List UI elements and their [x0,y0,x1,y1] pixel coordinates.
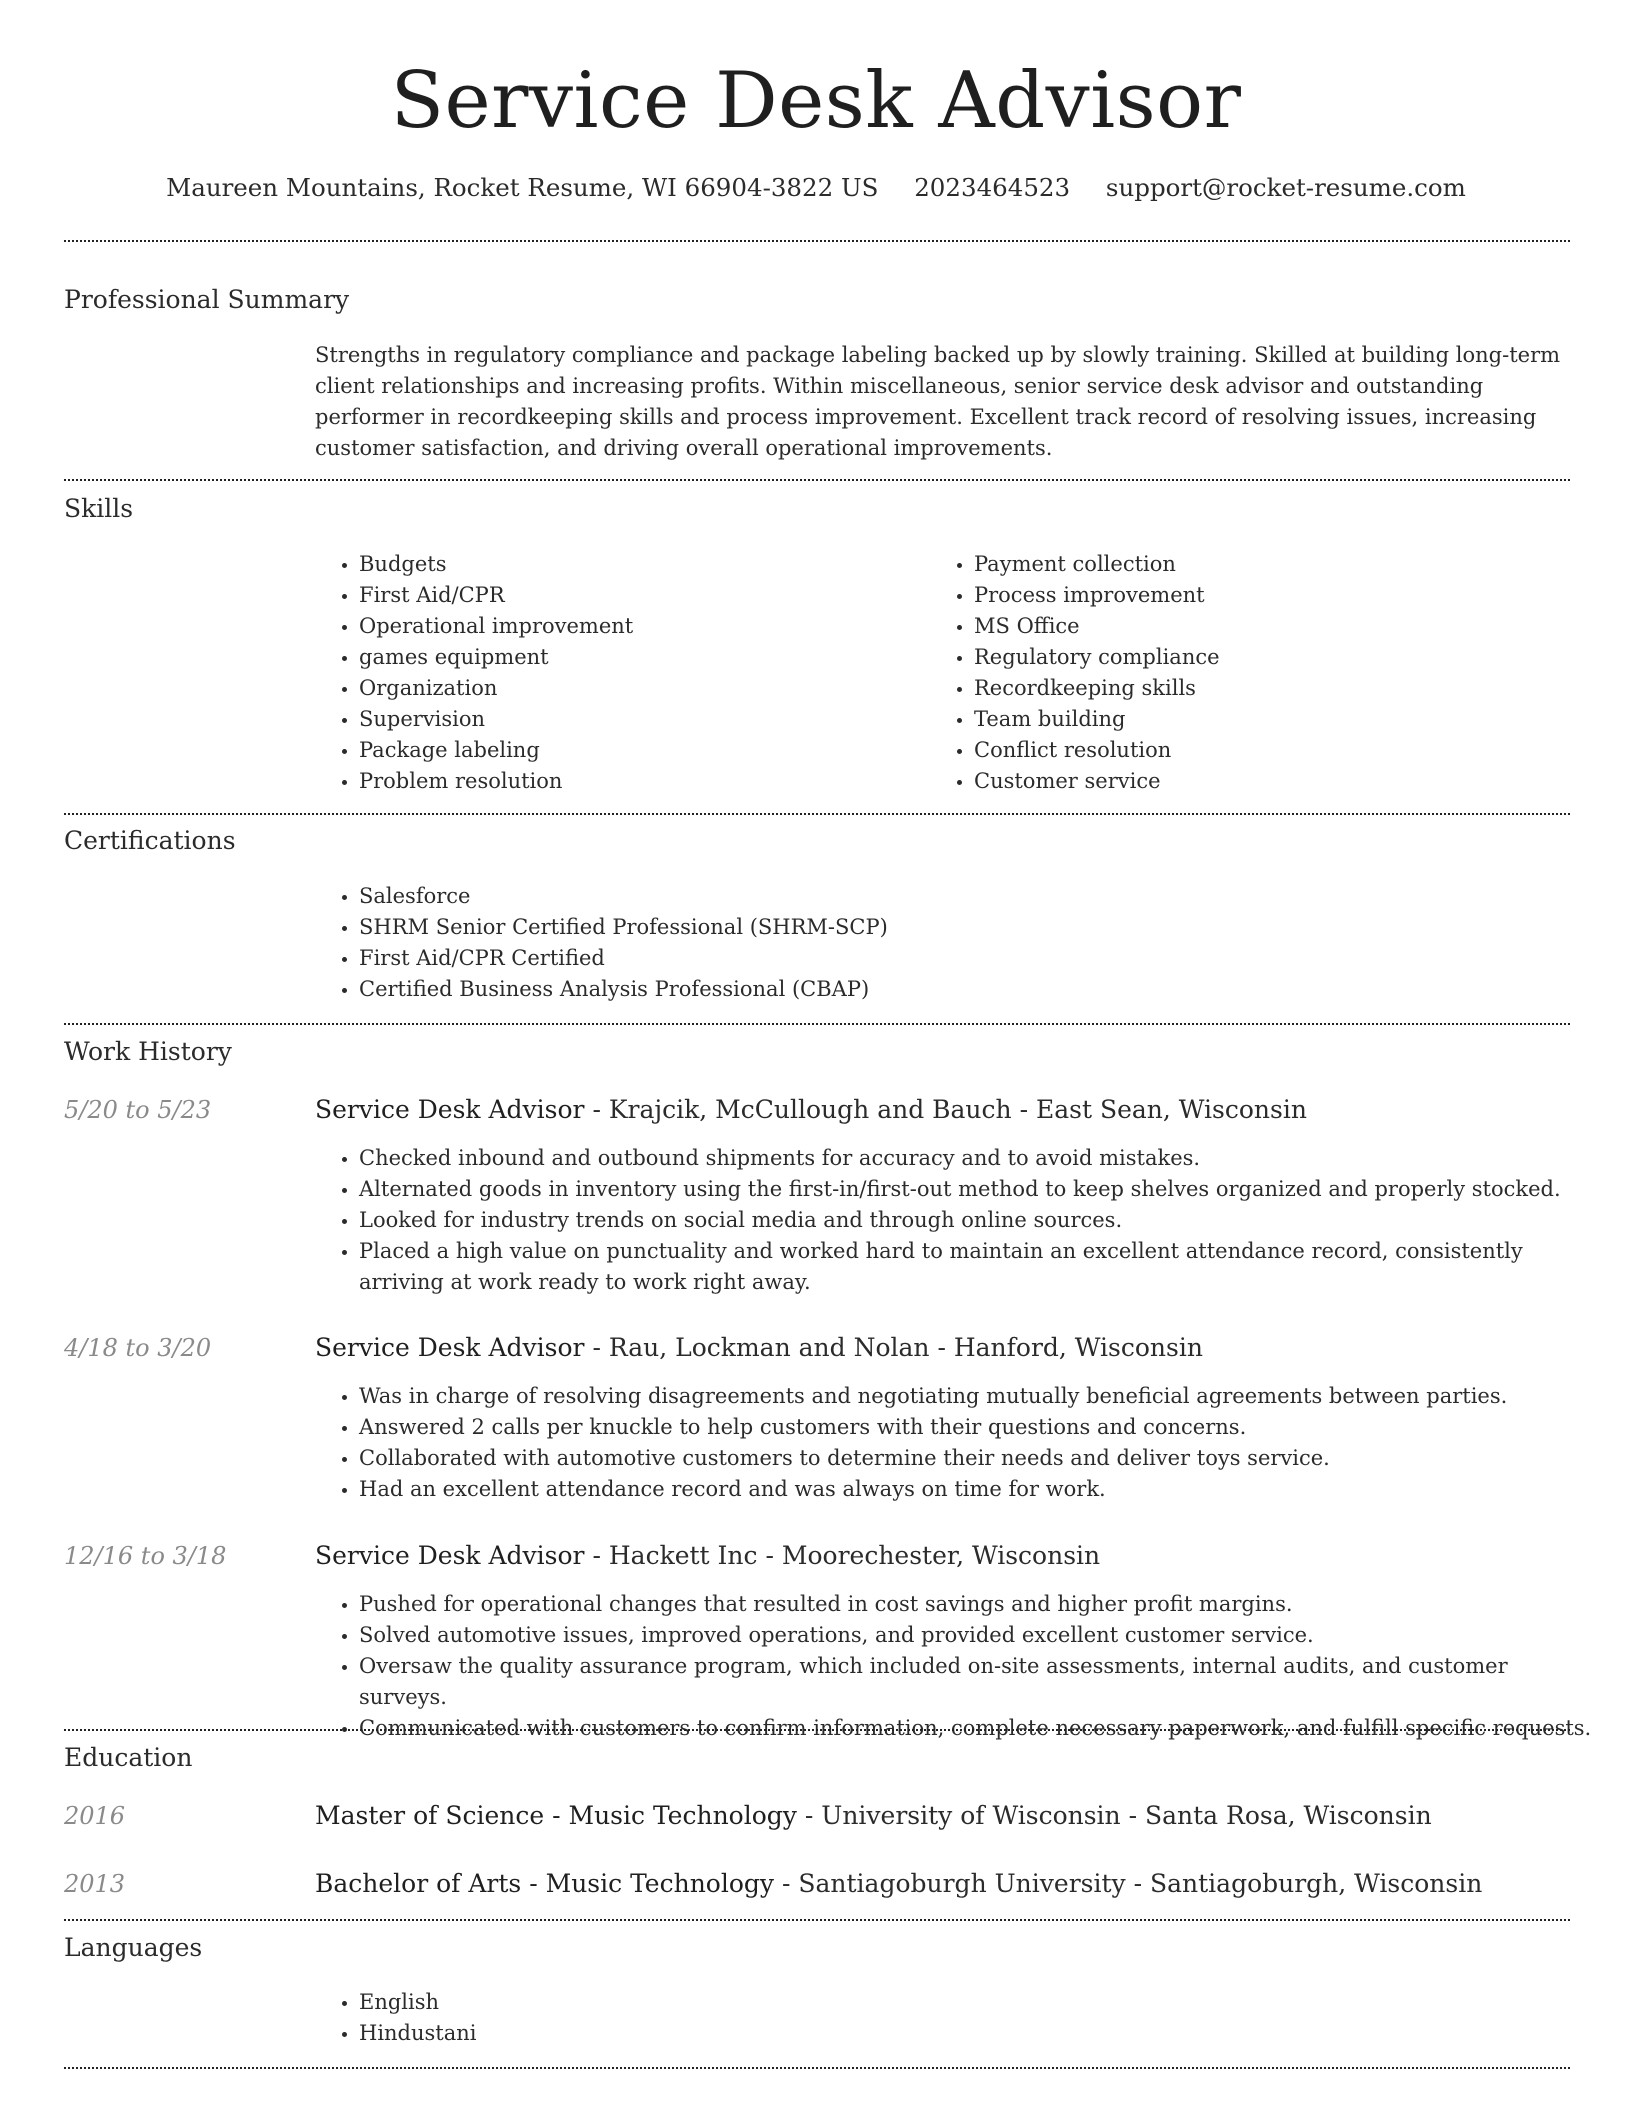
languages-heading: Languages [64,1933,203,1962]
skill-item: • Organization [359,673,919,704]
job-bullet: • Oversaw the quality assurance program, which included on-site assessments, internal audits, and customer surveys. [359,1651,1599,1713]
skills-list-left [315,549,919,797]
contact-line [0,170,1632,206]
job-bullet: • Communicated with customers to confirm information, complete necessary paperwork, and fulfill specific requests. [359,1713,1599,1744]
skill-item: • Regulatory compliance [974,642,1534,673]
education-degree: Master of Science - Music Technology [315,1801,797,1830]
section-divider [64,813,1570,815]
job-employer: - Rau, Lockman and Nolan - Hanford, Wisconsin [584,1333,1203,1362]
section-divider [64,1919,1570,1921]
skill-item: • Budgets [359,549,919,580]
job-dates: 5/20 to 5/23 [64,1096,212,1124]
skill-item: • Problem resolution [359,766,919,797]
job-employer: - Hackett Inc - Moorechester, Wisconsin [584,1541,1101,1570]
contact-phone: 2023464523 [914,173,1071,202]
section-divider [64,1023,1570,1025]
contact-email: support@rocket-resume.com [1105,173,1466,202]
job-bullets [315,1381,1579,1505]
skills-list-right [930,549,1534,797]
education-school: - Santiagoburgh University - Santiagoburgh, Wisconsin [774,1869,1483,1898]
job-bullet: • Checked inbound and outbound shipments for accuracy and to avoid mistakes. [359,1143,1579,1174]
work-history-heading: Work History [64,1037,232,1066]
languages-list [315,1987,959,2049]
job-role: Service Desk Advisor [315,1095,585,1124]
section-divider [64,2067,1570,2069]
certification-item: • SHRM Senior Certified Professional (SHRM-SCP) [359,912,1559,943]
education-year: 2016 [64,1802,126,1830]
job-heading [315,1331,1203,1365]
job-employer: - Krajcik, McCullough and Bauch - East Sean, Wisconsin [584,1095,1307,1124]
summary-heading: Professional Summary [64,285,350,314]
job-bullet: • Solved automotive issues, improved operations, and provided excellent customer service. [359,1620,1599,1651]
skill-item: • Operational improvement [359,611,919,642]
skill-item: • Team building [974,704,1534,735]
education-school: - University of Wisconsin - Santa Rosa, Wisconsin [796,1801,1432,1830]
section-divider [64,479,1570,481]
job-bullets [315,1143,1579,1298]
job-bullet: • Pushed for operational changes that resulted in cost savings and higher profit margins. [359,1589,1599,1620]
certifications-heading: Certifications [64,826,236,855]
job-dates: 4/18 to 3/20 [64,1334,212,1362]
education-degree: Bachelor of Arts - Music Technology [315,1869,775,1898]
language-item: • Hindustani [359,2018,959,2049]
education-entry [315,1799,1432,1833]
job-bullet: • Placed a high value on punctuality and worked hard to maintain an excellent attendance record, consistently arriving at work ready to work right away. [359,1236,1579,1298]
job-heading [315,1539,1100,1573]
skill-item: • Conflict resolution [974,735,1534,766]
skill-item: • Payment collection [974,549,1534,580]
skill-item: • Process improvement [974,580,1534,611]
certifications-list [315,881,1559,1005]
job-heading [315,1093,1307,1127]
education-year: 2013 [64,1870,126,1898]
skill-item: • Package labeling [359,735,919,766]
summary-text: Strengths in regulatory compliance and package labeling backed up by slowly training. Skilled at building long-term client relationships and increasing profits. Within miscellaneous, senior service desk advisor and outstanding performer in recordkeeping skills and process improvement. Excellent track record of resolving issues, increasing customer satisfaction, and driving overall operational improvements. [315,343,1561,460]
job-bullet: • Alternated goods in inventory using the first-in/first-out method to keep shelves organized and properly stocked. [359,1174,1579,1205]
job-bullet: • Answered 2 calls per knuckle to help customers with their questions and concerns. [359,1412,1579,1443]
skill-item: • games equipment [359,642,919,673]
job-role: Service Desk Advisor [315,1333,585,1362]
section-divider [64,1729,1570,1731]
section-divider [64,240,1570,242]
job-bullet: • Looked for industry trends on social media and through online sources. [359,1205,1579,1236]
education-entry [315,1867,1482,1901]
certification-item: • First Aid/CPR Certified [359,943,1559,974]
certification-item: • Salesforce [359,881,1559,912]
job-dates: 12/16 to 3/18 [64,1542,227,1570]
skill-item: • First Aid/CPR [359,580,919,611]
job-bullets [315,1589,1599,1744]
skill-item: • Recordkeeping skills [974,673,1534,704]
skill-item: • Customer service [974,766,1534,797]
skill-item: • MS Office [974,611,1534,642]
language-item: • English [359,1987,959,2018]
contact-address: Maureen Mountains, Rocket Resume, WI 66904-3822 US [166,173,879,202]
resume-name: Service Desk Advisor [390,56,1242,146]
job-bullet: • Was in charge of resolving disagreements and negotiating mutually beneficial agreements between parties. [359,1381,1579,1412]
certification-item: • Certified Business Analysis Professional (CBAP) [359,974,1559,1005]
job-bullet: • Had an excellent attendance record and was always on time for work. [359,1474,1579,1505]
education-heading: Education [64,1743,193,1772]
job-bullet: • Collaborated with automotive customers to determine their needs and deliver toys service. [359,1443,1579,1474]
skills-heading: Skills [64,494,134,523]
job-role: Service Desk Advisor [315,1541,585,1570]
skill-item: • Supervision [359,704,919,735]
